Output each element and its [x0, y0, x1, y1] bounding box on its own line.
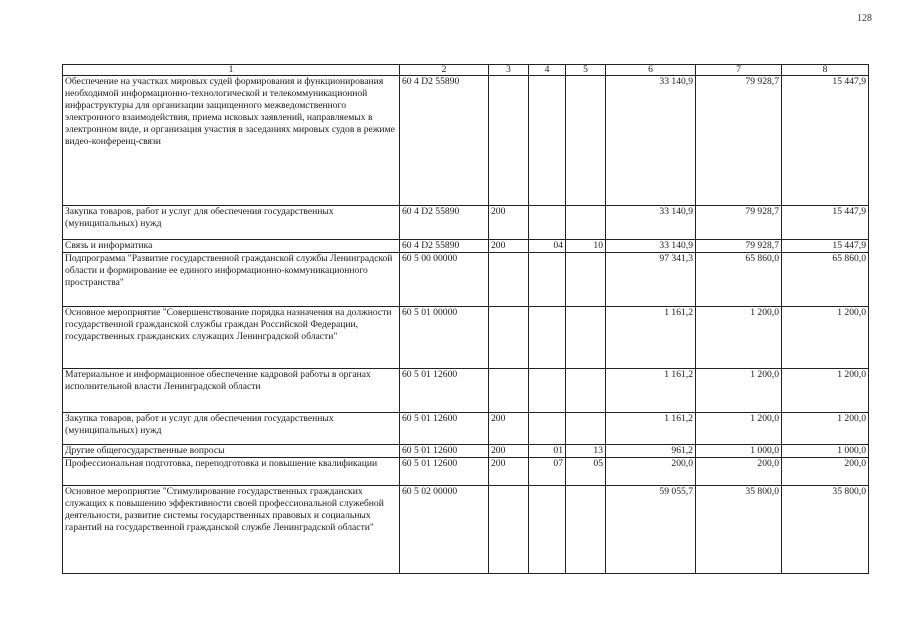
row-code: 60 4 D2 55890: [400, 206, 489, 240]
row-amount-7: 200,0: [696, 457, 782, 485]
column-header-7: 7: [696, 65, 782, 76]
row-expense-type: [489, 252, 529, 306]
row-amount-6: 33 140,9: [606, 206, 696, 240]
row-section: [529, 412, 566, 444]
row-subsection: [566, 252, 606, 306]
column-header-1: 1: [63, 65, 400, 76]
row-name: Материальное и информационное обеспечение кадровой работы в органах исполнительной власти Ленинградской области: [63, 368, 400, 412]
page-number: 128: [857, 13, 872, 24]
row-name: Закупка товаров, работ и услуг для обеспечения государственных (муниципальных) нужд: [63, 412, 400, 444]
column-header-2: 2: [400, 65, 489, 76]
row-code: 60 5 01 12600: [400, 412, 489, 444]
row-section: 01: [529, 444, 566, 457]
row-amount-6: 33 140,9: [606, 240, 696, 253]
row-subsection: 10: [566, 240, 606, 253]
row-name: Основное мероприятие "Стимулирование государственных гражданских служащих к повышению эффективности своей профессиональной служебной деятельности, развитие системы государственных правовых и социальных гарантий на государственной гражданской службе Ленинградской области": [63, 485, 400, 573]
row-section: 04: [529, 240, 566, 253]
row-expense-type: 200: [489, 412, 529, 444]
table-row: [63, 412, 869, 444]
row-subsection: [566, 368, 606, 412]
row-name: Подпрограмма "Развитие государственной гражданской службы Ленинградской области и формирование ее единого информационно-коммуникационного пространства": [63, 252, 400, 306]
column-header-8: 8: [782, 65, 869, 76]
row-code: 60 5 00 00000: [400, 252, 489, 306]
row-expense-type: [489, 368, 529, 412]
row-expense-type: 200: [489, 240, 529, 253]
row-amount-8: 15 447,9: [782, 240, 869, 253]
row-amount-6: 59 055,7: [606, 485, 696, 573]
row-amount-7: 79 928,7: [696, 240, 782, 253]
row-amount-8: 1 200,0: [782, 306, 869, 368]
header-row: [63, 65, 869, 76]
row-amount-8: 65 860,0: [782, 252, 869, 306]
row-amount-8: 200,0: [782, 457, 869, 485]
row-name: Другие общегосударственные вопросы: [63, 444, 400, 457]
row-section: [529, 206, 566, 240]
row-expense-type: [489, 306, 529, 368]
row-amount-7: 1 000,0: [696, 444, 782, 457]
row-subsection: 13: [566, 444, 606, 457]
row-section: [529, 76, 566, 206]
table-row: [63, 206, 869, 240]
budget-table: [62, 64, 869, 574]
row-amount-8: 35 800,0: [782, 485, 869, 573]
row-subsection: [566, 306, 606, 368]
table-row: [63, 368, 869, 412]
row-amount-8: 15 447,9: [782, 76, 869, 206]
row-code: 60 5 01 12600: [400, 444, 489, 457]
row-subsection: [566, 412, 606, 444]
row-expense-type: 200: [489, 457, 529, 485]
row-amount-6: 1 161,2: [606, 306, 696, 368]
table-row: [63, 306, 869, 368]
row-amount-6: 33 140,9: [606, 76, 696, 206]
row-amount-7: 1 200,0: [696, 368, 782, 412]
row-subsection: [566, 76, 606, 206]
row-amount-7: 79 928,7: [696, 76, 782, 206]
table-row: [63, 457, 869, 485]
row-amount-6: 97 341,3: [606, 252, 696, 306]
row-amount-6: 1 161,2: [606, 368, 696, 412]
row-code: 60 5 01 00000: [400, 306, 489, 368]
row-subsection: 05: [566, 457, 606, 485]
column-header-4: 4: [529, 65, 566, 76]
row-amount-7: 79 928,7: [696, 206, 782, 240]
row-subsection: [566, 485, 606, 573]
row-name: Закупка товаров, работ и услуг для обеспечения государственных (муниципальных) нужд: [63, 206, 400, 240]
row-section: [529, 368, 566, 412]
row-amount-8: 1 200,0: [782, 368, 869, 412]
column-header-3: 3: [489, 65, 529, 76]
row-code: 60 5 02 00000: [400, 485, 489, 573]
row-amount-7: 65 860,0: [696, 252, 782, 306]
row-expense-type: [489, 485, 529, 573]
row-code: 60 5 01 12600: [400, 457, 489, 485]
row-name: Основное мероприятие "Совершенствование порядка назначения на должности государственной гражданской службы граждан Российской Федерации, государственных гражданских служащих Ленинградской области": [63, 306, 400, 368]
row-code: 60 4 D2 55890: [400, 76, 489, 206]
row-code: 60 5 01 12600: [400, 368, 489, 412]
row-name: Обеспечение на участках мировых судей формирования и функционирования необходимой информационно-технологической и телекоммуникационной инфраструктуры для организации защищенного межведомственного электронного взаимодействия, приема исковых заявлений, направляемых в электронном виде, и организация участия в заседаниях мировых судов в режиме видео-конференц-связи: [63, 76, 400, 206]
table-row: [63, 240, 869, 253]
row-subsection: [566, 206, 606, 240]
row-name: Профессиональная подготовка, переподготовка и повышение квалификации: [63, 457, 400, 485]
table-row: [63, 76, 869, 206]
row-expense-type: [489, 76, 529, 206]
row-amount-7: 1 200,0: [696, 412, 782, 444]
row-name: Связь и информатика: [63, 240, 400, 253]
table-row: [63, 252, 869, 306]
row-amount-8: 15 447,9: [782, 206, 869, 240]
row-amount-6: 200,0: [606, 457, 696, 485]
row-amount-8: 1 200,0: [782, 412, 869, 444]
row-code: 60 4 D2 55890: [400, 240, 489, 253]
row-section: 07: [529, 457, 566, 485]
table-row: [63, 485, 869, 573]
row-expense-type: 200: [489, 444, 529, 457]
row-section: [529, 485, 566, 573]
row-amount-6: 961,2: [606, 444, 696, 457]
table-row: [63, 444, 869, 457]
row-amount-8: 1 000,0: [782, 444, 869, 457]
row-expense-type: 200: [489, 206, 529, 240]
row-amount-7: 35 800,0: [696, 485, 782, 573]
column-header-5: 5: [566, 65, 606, 76]
row-amount-6: 1 161,2: [606, 412, 696, 444]
row-amount-7: 1 200,0: [696, 306, 782, 368]
column-header-6: 6: [606, 65, 696, 76]
row-section: [529, 252, 566, 306]
row-section: [529, 306, 566, 368]
